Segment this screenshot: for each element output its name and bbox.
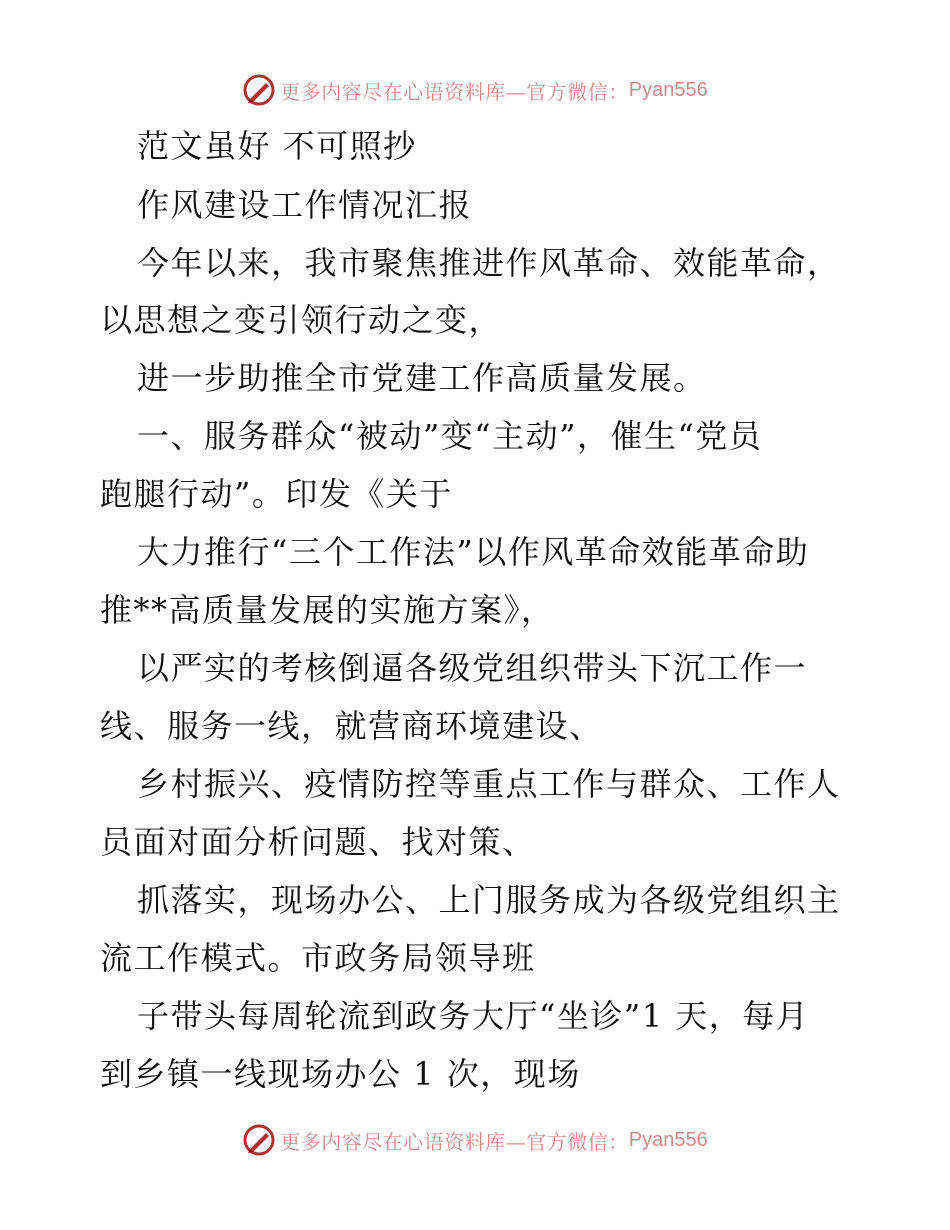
document-line: 以严实的考核倒逼各级党组织带头下沉工作一 [137,649,808,687]
document-line: 到乡镇一线现场办公 1 次，现场 [100,1055,581,1093]
document-line: 子带头每周轮流到政务大厅“坐诊”1 天，每月 [137,997,810,1035]
header-banner [0,70,950,110]
document-line: 抓落实，现场办公、上门服务成为各级党组织主 [137,881,841,919]
document-line: 今年以来，我市聚焦推进作风革命、效能革命， [137,244,841,282]
banner-text: 更多内容尽在心语资料库—官方微信： [280,79,629,104]
document-line: 跑腿行动”。印发《关于 [100,475,453,513]
banner-handle: Pyan556 [628,1128,708,1151]
footer-banner [0,1120,950,1160]
document-line: 范文虽好 不可照抄 [137,127,417,165]
document-line: 员面对面分析问题、找对策、 [100,823,536,861]
banner-handle: Pyan556 [628,78,708,101]
document-line: 大力推行“三个工作法”以作风革命效能革命助 [137,533,810,571]
document-line: 一、服务群众“被动”变“主动”，催生“党员 [137,417,763,455]
pen-logo-icon [242,1123,276,1157]
pen-logo-icon [242,73,276,107]
document-line: 推**高质量发展的实施方案》， [100,591,555,629]
document-line: 进一步助推全市党建工作高质量发展。 [137,359,707,397]
banner-text: 更多内容尽在心语资料库—官方微信： [280,1129,629,1154]
document-line: 以思想之变引领行动之变， [100,301,503,339]
document-line: 线、服务一线，就营商环境建设、 [100,707,603,745]
document-line: 作风建设工作情况汇报 [137,186,473,224]
document-line: 乡村振兴、疫情防控等重点工作与群众、工作人 [137,765,841,803]
document-line: 流工作模式。市政务局领导班 [100,939,536,977]
